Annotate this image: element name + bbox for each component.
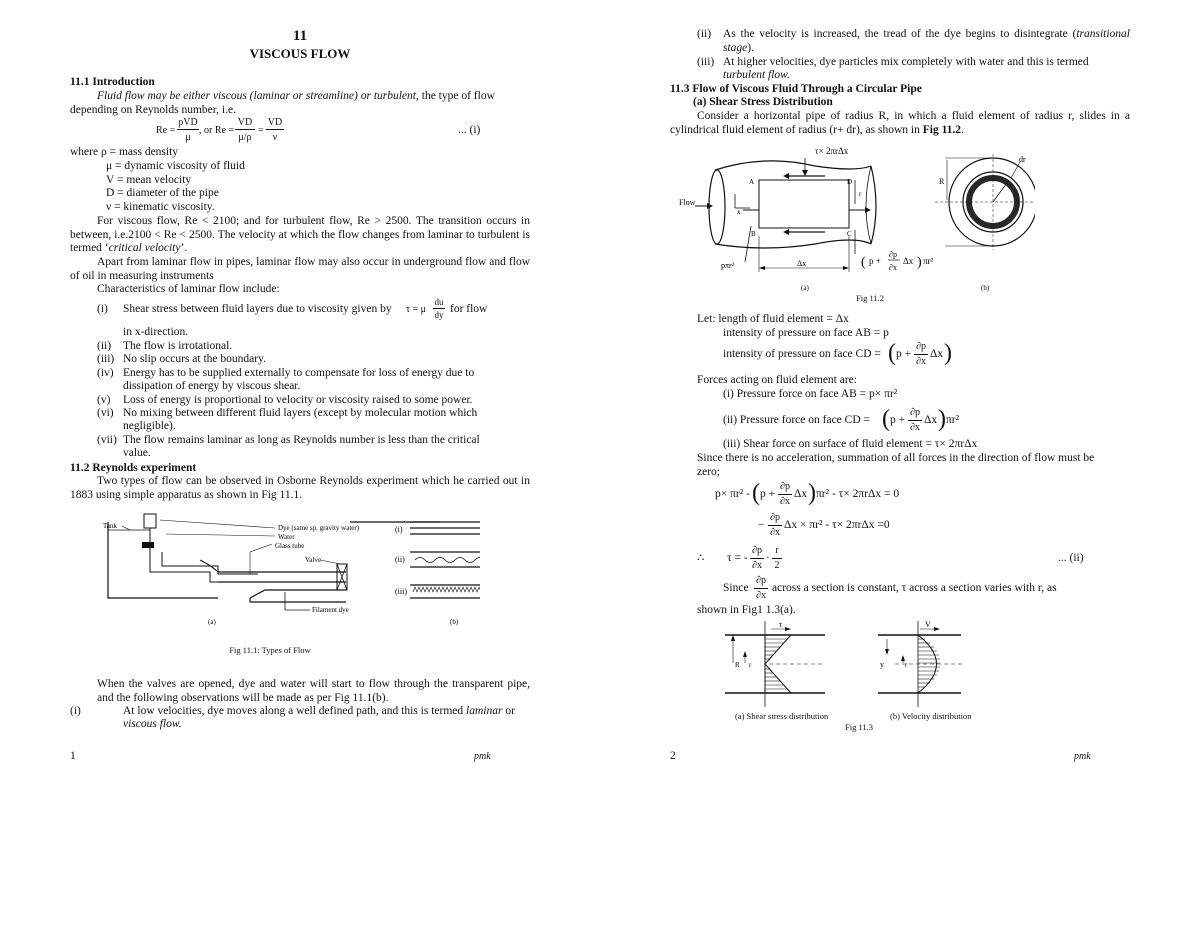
re-mid: , or Re = (199, 125, 235, 136)
where-line-2: μ = dynamic viscosity of fluid (106, 160, 245, 172)
force-i: (i) Pressure force on face AB = p× πr² (723, 388, 898, 400)
fig3-V: V (925, 620, 931, 629)
obs-ii-num: (ii) (697, 28, 712, 40)
fig2-dr: dr (1019, 155, 1026, 164)
fig2-ddx: ∂x (889, 263, 897, 272)
fii-p-plus: p + (890, 414, 906, 426)
force-iii: (iii) Shear force on surface of fluid element = τ× 2πrΔx (723, 438, 978, 450)
fii-paren-close: ) (938, 406, 946, 432)
re-num2: VD (237, 117, 253, 128)
fii-pr2: πr² (946, 414, 960, 426)
valves-paragraph: When the valves are opened, dye and water will start to flow through the transparent pipe, and the following observations will be made as per Fig 11.1(b). (97, 678, 530, 704)
where-line-3: V = mean velocity (106, 174, 192, 186)
page-number-2: 2 (670, 750, 676, 762)
fig1-label-ii: (ii) (395, 555, 405, 564)
fig1-caption: Fig 11.1: Types of Flow (229, 645, 311, 655)
fig3-label-a: (a) Shear stress distribution (735, 711, 829, 721)
equation-number-i: ... (i) (458, 124, 481, 136)
fig2-pr2: pπr² (721, 261, 735, 270)
obs-i-num: (i) (70, 705, 81, 717)
fig2-caption: Fig 11.2 (855, 293, 885, 303)
fig3-label-b: (b) Velocity distribution (890, 711, 972, 721)
fig2-A: A (749, 178, 755, 186)
re-lhs: Re = (156, 125, 176, 136)
figure-11-3 (725, 617, 985, 717)
fig1-water-label: Water (278, 533, 295, 541)
char-text-4: Energy has to be supplied externally to compensate for loss of energy due to (123, 367, 475, 379)
fig2-pr2b: πr² (923, 256, 934, 266)
fig1-glass-tube-label: Glass tube (275, 542, 305, 550)
obs-i-text-b: viscous flow. (123, 718, 182, 730)
fig3-R: R (735, 661, 740, 669)
char-text-7b: value. (123, 447, 151, 459)
apart-paragraph: Apart from laminar flow in pipes, laminar flow may also occur in underground flow and flow of oil in measuring instruments (70, 256, 530, 282)
cd-paren-close: ) (944, 340, 952, 366)
viscous-paragraph: For viscous flow, Re < 2100; and for turbulent flow, Re > 2500. The transition occurs in between, i.e.2100 < Re < 2500. The velocity at which the flow changes from laminar to turbulent is termed ‘critical velocity’. (70, 215, 530, 254)
footer-2: pmk (1074, 751, 1091, 762)
since2-dp: ∂p (756, 575, 766, 586)
since2-dx: ∂x (756, 590, 766, 601)
section-heading-11-3: 11.3 Flow of Viscous Fluid Through a Circular Pipe (670, 83, 922, 95)
eq2-rest: Δx × πr² - τ× 2πrΔx =0 (784, 519, 890, 531)
shear-tail: for flow (450, 303, 488, 315)
re-bar3 (266, 129, 284, 130)
fig2-x: x (737, 208, 741, 216)
where-line-5: ν = kinematic viscosity. (106, 201, 215, 213)
figure-11-1 (100, 512, 480, 662)
char-text-4b: dissipation of energy by viscous shear. (123, 380, 301, 392)
char-text-6b: negligible). (123, 420, 176, 432)
page-1 (70, 0, 530, 927)
let-line-1: Let: length of fluid element = Δx (697, 313, 849, 325)
obs-iii-num: (iii) (697, 56, 715, 68)
re-den3: ν (272, 132, 278, 143)
figure-11-2 (675, 140, 1035, 295)
re-num3: VD (267, 117, 283, 128)
char-text-5: Loss of energy is proportional to velocity or viscosity raised to some power. (123, 394, 473, 406)
cd-dx: ∂x (916, 356, 926, 367)
fig2-D: D (847, 178, 853, 186)
intro-line-1: Fluid flow may be either viscous (laminar or streamline) or turbulent, the type of flow (97, 90, 495, 102)
re-bar2 (235, 129, 255, 130)
forces-heading: Forces acting on fluid element are: (697, 374, 857, 386)
re-den2: μ/ρ (238, 132, 252, 143)
fig3-caption: Fig 11.3 (845, 722, 874, 732)
eq3-dp: ∂p (752, 545, 762, 556)
consider-paragraph: Consider a horizontal pipe of radius R, in which a fluid element of radius r, slides in a cylindrical fluid element of radius (r+ dr), as shown in Fig 11.2. (670, 110, 1130, 136)
fig3-tau: τ (779, 620, 783, 629)
eq1-paren-open: ( (752, 480, 760, 506)
therefore-symbol: ∴ (697, 552, 705, 564)
shear-tau: τ = μ (406, 304, 427, 315)
eq1-part-a: p× πr² - (715, 488, 750, 500)
section-heading-11-1: 11.1 Introduction (70, 76, 155, 88)
fii-dp: ∂p (910, 407, 920, 418)
fig2-dp: ∂p (889, 250, 897, 259)
re-eq: = (258, 125, 264, 136)
section-heading-11-2: 11.2 Reynolds experiment (70, 462, 197, 474)
characteristics-heading: Characteristics of laminar flow include: (97, 283, 280, 295)
intro-line-2: depending on Reynolds number, i.e. (70, 104, 236, 116)
fig1-tank-label: Tank (103, 522, 117, 530)
eq2-dx: ∂x (770, 527, 780, 538)
fig2-r: r (859, 190, 862, 198)
since-paragraph: Since there is no acceleration, summation of all forces in the direction of flow must be zero; (697, 452, 1095, 478)
char-num-7: (vii) (97, 434, 117, 446)
since2-a: Since (723, 582, 749, 594)
fig2-C: C (847, 230, 852, 238)
fig2-tau-label: τ× 2πrΔx (815, 146, 849, 156)
char-num-5: (v) (97, 394, 111, 406)
page-number-1: 1 (70, 750, 76, 762)
eq2-dp: ∂p (770, 512, 780, 523)
fii-delta-x: Δx (924, 414, 938, 426)
fig2-dx-pr: Δx (903, 256, 914, 266)
fig1-dye-label: Dye (same sp. gravity water) (278, 524, 360, 532)
subheading-a: (a) Shear Stress Distribution (693, 96, 833, 108)
eq3-tau: τ = - (727, 552, 748, 564)
since2-b: across a section is constant, τ across a section varies with r, as (772, 582, 1057, 594)
footer-1: pmk (474, 751, 491, 762)
reynolds-paragraph: Two types of flow can be observed in Osborne Reynolds experiment which he carried out in 1883 using simple apparatus as shown in Fig 11.1. (70, 475, 530, 501)
fig2-p-plus: p + (869, 256, 881, 266)
eq3-2: 2 (774, 560, 780, 571)
cd-dp: ∂p (916, 341, 926, 352)
chapter-title: VISCOUS FLOW (249, 46, 351, 61)
fig1-label-a: (a) (208, 618, 216, 626)
fig3-r-b: r (905, 661, 908, 669)
let-line-3: intensity of pressure on face CD = (723, 348, 881, 360)
fii-paren-open: ( (882, 406, 890, 432)
equation-number-ii: ... (ii) (1058, 552, 1084, 564)
eq1-delta-x: Δx (794, 488, 808, 500)
cd-delta-x: Δx (930, 348, 944, 360)
where-line-4: D = diameter of the pipe (106, 187, 219, 199)
cd-paren-open: ( (888, 340, 896, 366)
char-num-3: (iii) (97, 353, 115, 365)
eq1-p-plus: p + (760, 488, 776, 500)
fig3-r-a: r (749, 661, 752, 669)
char-text-3: No slip occurs at the boundary. (123, 353, 266, 365)
fig1-label-i: (i) (395, 525, 403, 534)
fig2-R: R (939, 177, 945, 186)
eq3-dot: · (766, 552, 770, 564)
shear-du: du (434, 297, 444, 307)
obs-ii-text: As the velocity is increased, the tread of the dye begins to disintegrate (transitional stage). (723, 28, 1130, 54)
fig3-y: y (880, 660, 884, 669)
fig2-paren-open: ( (861, 255, 866, 270)
fig1-valve-label: Valve (305, 556, 321, 564)
fig2-B: B (751, 230, 756, 238)
obs-iii-text: At higher velocities, dye particles mix completely with water and this is termed (723, 56, 1089, 68)
char-num-1: (i) (97, 303, 108, 315)
chapter-number: 11 (292, 28, 308, 44)
char-text-2: The flow is irrotational. (123, 340, 233, 352)
re-bar1 (177, 129, 199, 130)
fig2-label-a: (a) (801, 284, 809, 292)
fig2-paren-close: ) (917, 255, 922, 270)
let-line-2: intensity of pressure on face AB = p (723, 327, 889, 339)
re-num1: ρVD (178, 117, 198, 128)
char-text-1b: in x-direction. (123, 326, 189, 338)
char-num-6: (vi) (97, 407, 114, 419)
eq3-dx: ∂x (752, 560, 762, 571)
char-text-1: Shear stress between fluid layers due to viscosity given by (123, 303, 392, 315)
where-line-1: where ρ = mass density (70, 146, 179, 158)
page-2 (670, 0, 1130, 927)
eq3-r: r (775, 545, 779, 556)
fig2-dx: Δx (797, 259, 807, 268)
obs-iii-text-b: turbulent flow. (723, 69, 790, 81)
char-num-2: (ii) (97, 340, 112, 352)
eq1-dp: ∂p (780, 481, 790, 492)
char-text-7: The flow remains laminar as long as Reynolds number is less than the critical (123, 434, 480, 446)
shear-dy: dy (434, 310, 444, 320)
char-text-6: No mixing between different fluid layers (except by molecular motion which (123, 407, 478, 419)
eq1-paren-close: ) (808, 480, 816, 506)
fii-dx: ∂x (910, 422, 920, 433)
eq1-dx: ∂x (780, 496, 790, 507)
char-num-4: (iv) (97, 367, 114, 379)
fig2-label-b: (b) (981, 284, 990, 292)
obs-i-text: At low velocities, dye moves along a well defined path, and this is termed laminar or (123, 705, 515, 717)
fig1-filament-label: Filament dye (312, 606, 349, 614)
re-den1: μ (185, 132, 191, 143)
eq2-minus: − (758, 519, 765, 531)
eq1-part-b: πr² - τ× 2πrΔx = 0 (816, 488, 900, 500)
fig2-flow-label: Flow (679, 198, 696, 207)
shown-line: shown in Fig1 1.3(a). (697, 604, 796, 616)
fig1-label-iii: (iii) (395, 587, 407, 596)
cd-p-plus: p + (896, 348, 912, 360)
fig1-label-b: (b) (450, 618, 459, 626)
force-ii: (ii) Pressure force on face CD = (723, 414, 870, 426)
